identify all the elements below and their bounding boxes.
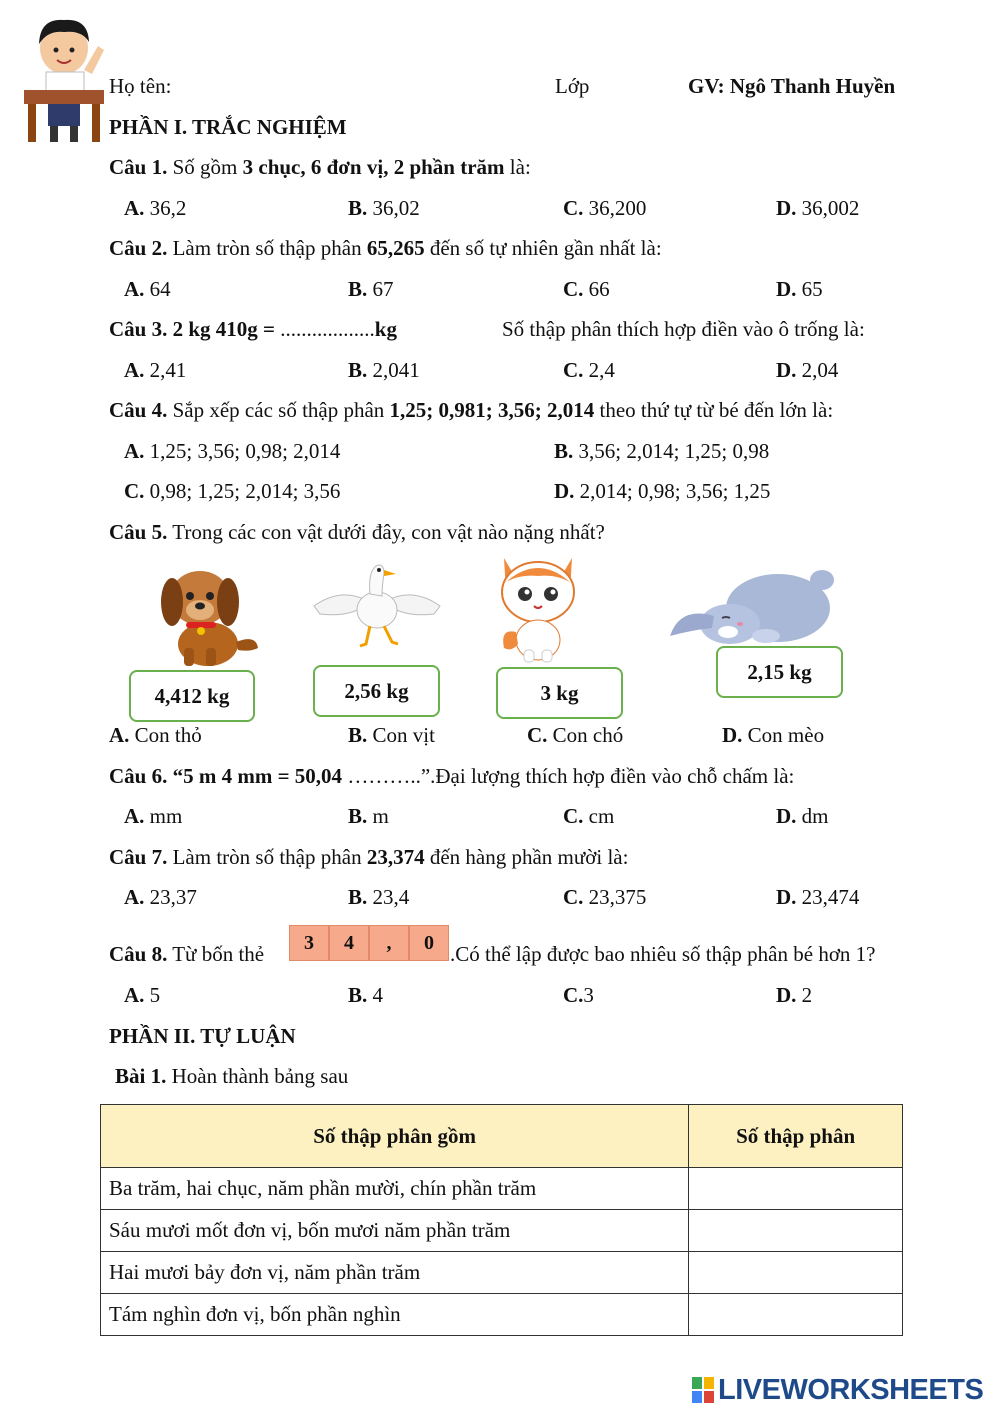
- row-description: Hai mươi bảy đơn vị, năm phần trăm: [101, 1252, 689, 1294]
- question-5: Câu 5. Trong các con vật dưới đây, con vật nào nặng nhất?: [109, 520, 605, 544]
- cat-weight-box: 3 kg: [496, 667, 623, 719]
- cat-illustration: [496, 552, 580, 664]
- q1-option-c[interactable]: C. 36,200: [563, 196, 647, 220]
- q1-option-a[interactable]: A. 36,2: [124, 196, 187, 220]
- q6-option-a[interactable]: A. mm: [124, 804, 183, 828]
- q7-option-b[interactable]: B. 23,4: [348, 885, 410, 909]
- liveworksheets-badge-icon: [692, 1377, 714, 1403]
- name-label: Họ tên:: [109, 74, 172, 98]
- q2-option-b[interactable]: B. 67: [348, 277, 394, 301]
- rabbit-illustration: [668, 566, 836, 646]
- q4-option-b[interactable]: B. 3,56; 2,014; 1,25; 0,98: [554, 439, 770, 463]
- table-row: [101, 1252, 903, 1294]
- q4-option-c[interactable]: C. 0,98; 1,25; 2,014; 3,56: [124, 479, 341, 503]
- q2-option-a[interactable]: A. 64: [124, 277, 171, 301]
- row-description: Ba trăm, hai chục, năm phần mười, chín phần trăm: [101, 1168, 689, 1210]
- q7-option-d[interactable]: D. 23,474: [776, 885, 860, 909]
- q3-option-c[interactable]: C. 2,4: [563, 358, 615, 382]
- question-3-instruction: Số thập phân thích hợp điền vào ô trống là:: [502, 317, 865, 341]
- table-row: [101, 1168, 903, 1210]
- table-row: [101, 1294, 903, 1336]
- duck-weight-box: 2,56 kg: [313, 665, 440, 717]
- question-7: Câu 7. Làm tròn số thập phân 23,374 đến hàng phần mười là:: [109, 845, 629, 869]
- number-card-4: 4: [329, 925, 369, 961]
- q6-option-c[interactable]: C. cm: [563, 804, 615, 828]
- q3-answer-blank[interactable]: ..................: [280, 317, 375, 341]
- row-description: Sáu mươi mốt đơn vị, bốn mươi năm phần trăm: [101, 1210, 689, 1252]
- student-at-desk-illustration: [22, 12, 108, 146]
- question-1: Câu 1. Số gồm 3 chục, 6 đơn vị, 2 phần trăm là:: [109, 155, 531, 179]
- question-4: Câu 4. Sắp xếp các số thập phân 1,25; 0,981; 3,56; 2,014 theo thứ tự từ bé đến lớn là:: [109, 398, 834, 422]
- q4-option-a[interactable]: A. 1,25; 3,56; 0,98; 2,014: [124, 439, 341, 463]
- q7-option-c[interactable]: C. 23,375: [563, 885, 647, 909]
- exercise-1-heading: Bài 1. Hoàn thành bảng sau: [115, 1064, 349, 1088]
- dog-illustration: [150, 556, 265, 671]
- answer-cell[interactable]: [689, 1168, 903, 1210]
- table-row: [101, 1210, 903, 1252]
- question-6: Câu 6. “5 m 4 mm = 50,04 ………..”.Đại lượng thích hợp điền vào chỗ chấm là:: [109, 764, 795, 788]
- decimal-table: [100, 1104, 903, 1336]
- q8-option-b[interactable]: B. 4: [348, 983, 384, 1007]
- q3-option-d[interactable]: D. 2,04: [776, 358, 839, 382]
- comma-card: ,: [369, 925, 409, 961]
- q1-option-b[interactable]: B. 36,02: [348, 196, 420, 220]
- q7-option-a[interactable]: A. 23,37: [124, 885, 197, 909]
- question-8: Câu 8. Từ bốn thẻ: [109, 942, 265, 966]
- duck-illustration: [312, 558, 442, 650]
- question-8-tail: .Có thể lập được bao nhiêu số thập phân bé hơn 1?: [450, 942, 876, 966]
- q3-option-b[interactable]: B. 2,041: [348, 358, 420, 382]
- liveworksheets-logo: [692, 1373, 983, 1407]
- table-header-decimal: Số thập phân: [689, 1105, 903, 1168]
- number-card-0: 0: [409, 925, 449, 961]
- q6-option-d[interactable]: D. dm: [776, 804, 829, 828]
- q8-option-a[interactable]: A. 5: [124, 983, 161, 1007]
- q2-option-d[interactable]: D. 65: [776, 277, 823, 301]
- q8-option-d[interactable]: D. 2: [776, 983, 813, 1007]
- q3-option-a[interactable]: A. 2,41: [124, 358, 187, 382]
- liveworksheets-wordmark: LIVEWORKSHEETS: [718, 1373, 984, 1406]
- row-description: Tám nghìn đơn vị, bốn phần nghìn: [101, 1294, 689, 1336]
- q5-option-b[interactable]: B. Con vịt: [348, 723, 435, 747]
- q2-option-c[interactable]: C. 66: [563, 277, 610, 301]
- class-label: Lớp: [555, 74, 590, 98]
- answer-cell[interactable]: [689, 1252, 903, 1294]
- answer-cell[interactable]: [689, 1294, 903, 1336]
- q5-option-c[interactable]: C. Con chó: [527, 723, 624, 747]
- q6-option-b[interactable]: B. m: [348, 804, 389, 828]
- q5-option-d[interactable]: D. Con mèo: [722, 723, 825, 747]
- teacher-name: GV: Ngô Thanh Huyền: [688, 74, 896, 98]
- q4-option-d[interactable]: D. 2,014; 0,98; 3,56; 1,25: [554, 479, 771, 503]
- part2-title: PHẦN II. TỰ LUẬN: [109, 1024, 296, 1048]
- answer-cell[interactable]: [689, 1210, 903, 1252]
- rabbit-weight-box: 2,15 kg: [716, 646, 843, 698]
- q5-option-a[interactable]: A. Con thỏ: [109, 723, 202, 747]
- table-header-components: Số thập phân gồm: [101, 1105, 689, 1168]
- question-2: Câu 2. Làm tròn số thập phân 65,265 đến số tự nhiên gần nhất là:: [109, 236, 662, 260]
- q8-option-c[interactable]: C.3: [563, 983, 594, 1007]
- number-card-3: 3: [289, 925, 329, 961]
- dog-weight-box: 4,412 kg: [129, 670, 255, 722]
- part1-title: PHẦN I. TRẮC NGHIỆM: [109, 115, 347, 139]
- question-3: Câu 3. 2 kg 410g = ..................kg: [109, 317, 397, 341]
- q1-option-d[interactable]: D. 36,002: [776, 196, 860, 220]
